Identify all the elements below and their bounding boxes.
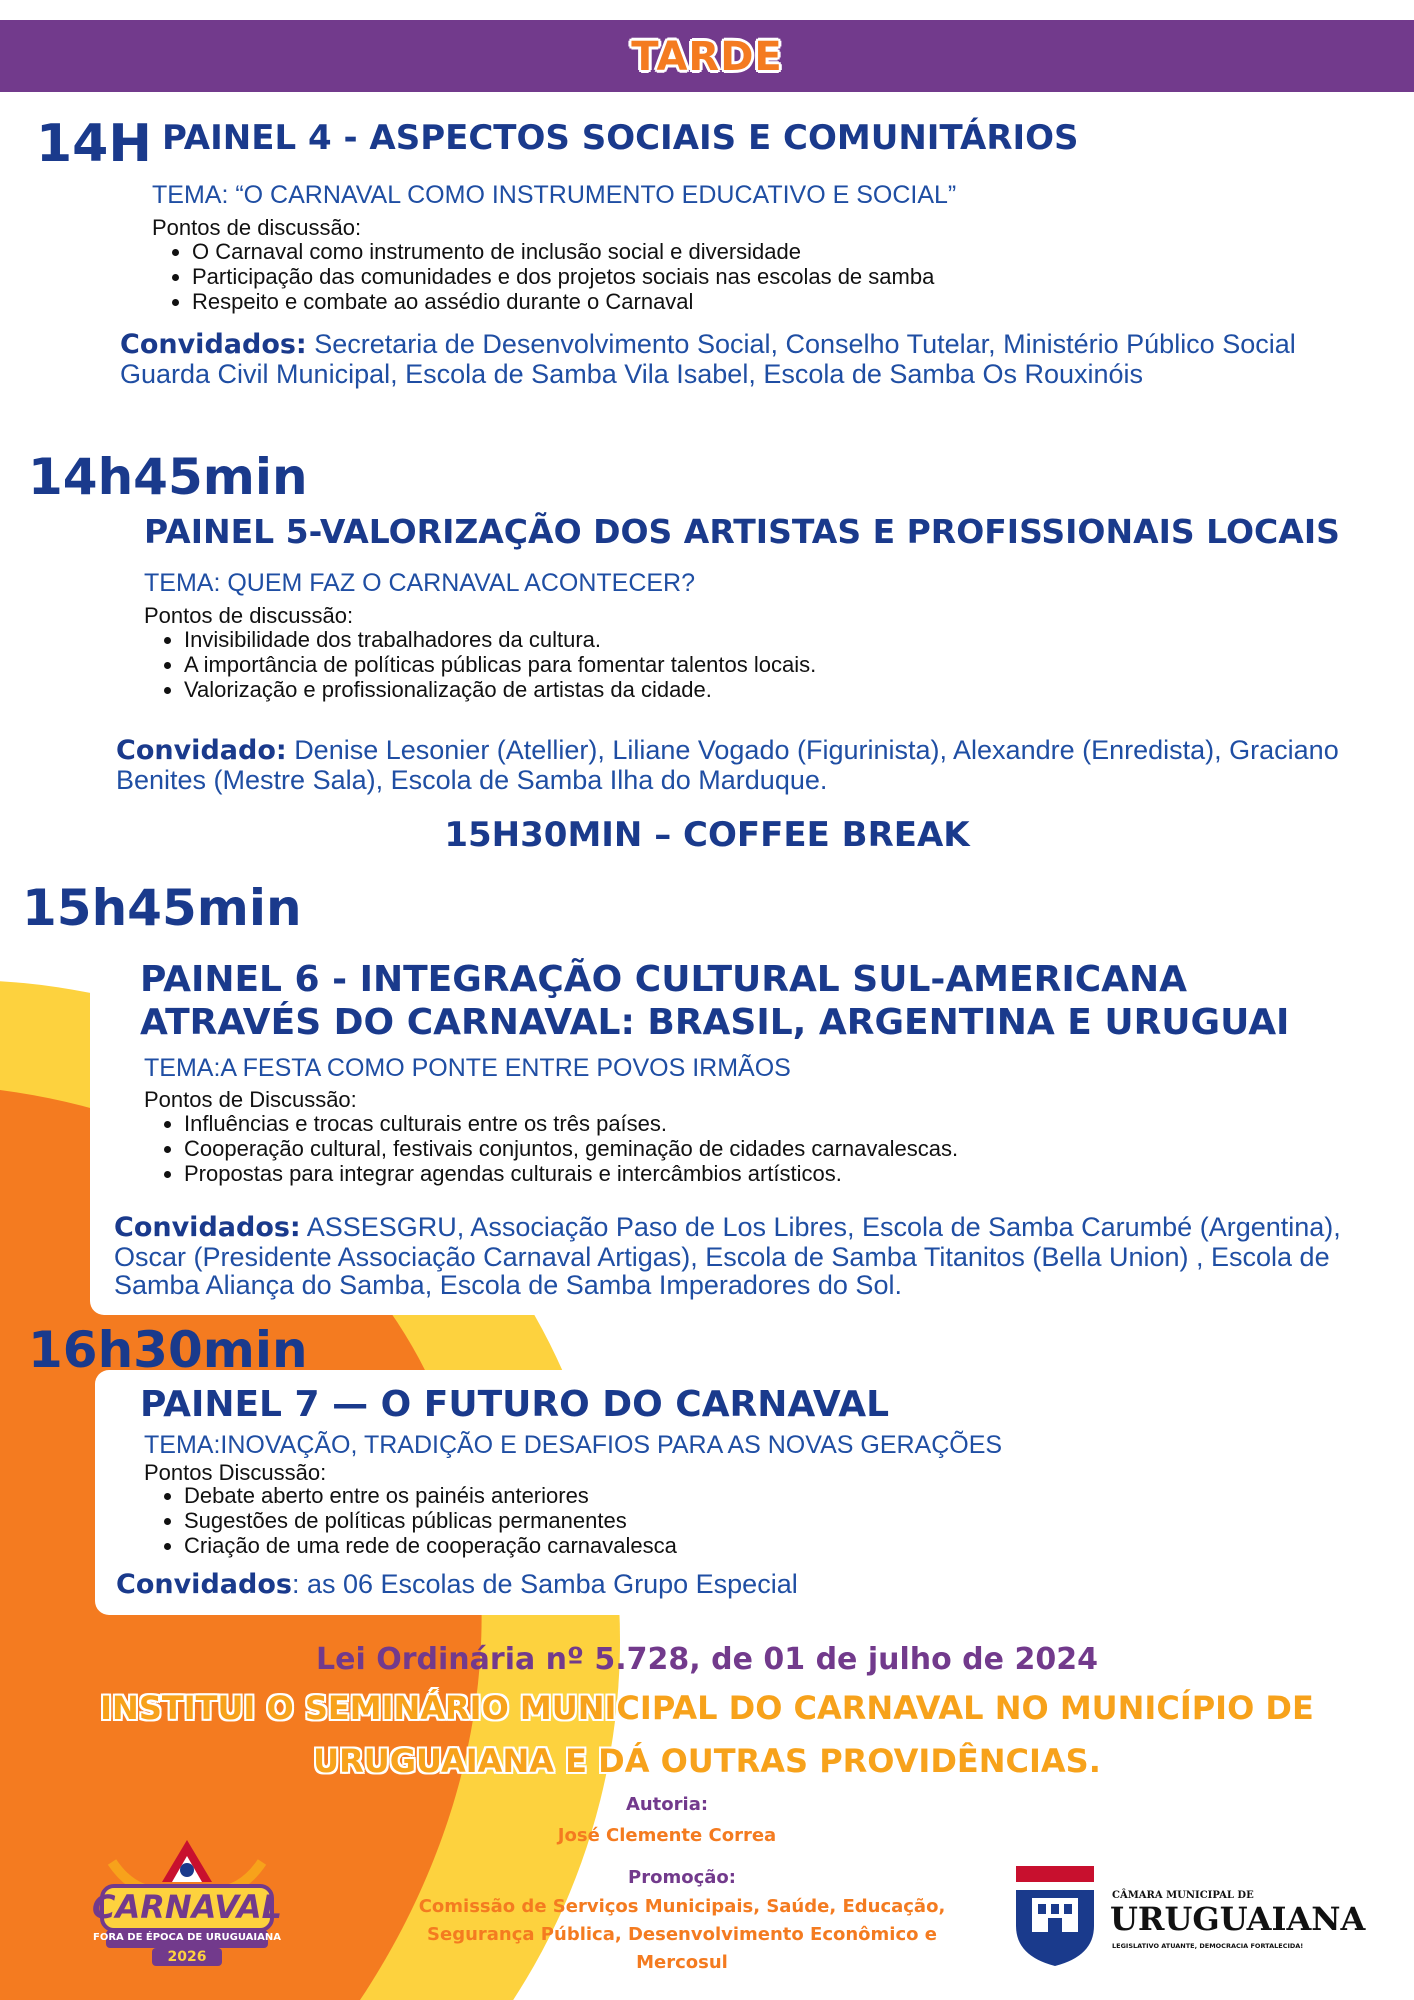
- list-item: • Sugestões de políticas públicas permanentes: [184, 1509, 677, 1534]
- carnaval-logo-word: CARNAVAL: [92, 1888, 283, 1926]
- carnaval-logo-sub: FORA DE ÉPOCA DE URUGUAIANA: [93, 1932, 281, 1943]
- guests-text: : as 06 Escolas de Samba Grupo Especial: [291, 1569, 798, 1599]
- pontos-list: [144, 1112, 958, 1187]
- panel-title: PAINEL 7 — O FUTURO DO CARNAVAL: [140, 1384, 890, 1425]
- pontos-list: [144, 1484, 677, 1559]
- pontos-label: Pontos de discussão:: [144, 603, 354, 628]
- session-time: 16h30min: [28, 1321, 308, 1379]
- header-title: TARDE: [631, 34, 783, 80]
- list-item: • Respeito e combate ao assédio durante o Carnaval: [192, 290, 934, 315]
- guests-label: Convidados: [116, 1569, 292, 1600]
- guests-block: [120, 330, 1350, 388]
- list-item: • Participação das comunidades e dos projetos sociais nas escolas de samba: [192, 265, 934, 290]
- list-item: • Propostas para integrar agendas culturais e intercâmbios artísticos.: [184, 1162, 958, 1187]
- pontos-label: Pontos de discussão:: [152, 215, 362, 240]
- pontos-label: Pontos Discussão:: [144, 1460, 327, 1485]
- panel-tema: TEMA:INOVAÇÃO, TRADIÇÃO E DESAFIOS PARA AS NOVAS GERAÇÕES: [144, 1431, 1003, 1459]
- list-item: • Valorização e profissionalização de artistas da cidade.: [184, 678, 816, 703]
- guests-label: Convidados:: [120, 329, 307, 360]
- panel-title: PAINEL 4 - ASPECTOS SOCIAIS E COMUNITÁRIOS: [162, 118, 1079, 158]
- carnaval-logo: [92, 1822, 282, 1972]
- session-time: 15h45min: [22, 879, 302, 937]
- list-item: • Criação de uma rede de cooperação carnavalesca: [184, 1534, 677, 1559]
- camara-top-text: CÂMARA MUNICIPAL DE: [1112, 1890, 1254, 1901]
- coffee-break: 15H30MIN – COFFEE BREAK: [444, 815, 970, 855]
- pontos-list: [152, 240, 934, 315]
- pontos-label: Pontos de Discussão:: [144, 1087, 357, 1112]
- guests-text: Denise Lesonier (Atellier), Liliane Vogado (Figurinista), Alexandre (Enredista), Graciano Benites (Mestre Sala), Escola de Samba Ilha do Marduque.: [116, 735, 1339, 795]
- promocao-label: Promoção:: [628, 1867, 736, 1888]
- header-bar: [0, 20, 1414, 92]
- guests-label: Convidado:: [116, 735, 287, 766]
- list-item: • Invisibilidade dos trabalhadores da cultura.: [184, 628, 816, 653]
- autoria-label: Autoria:: [625, 1794, 709, 1815]
- law-reference: Lei Ordinária nº 5.728, de 01 de julho de 2024: [316, 1642, 1098, 1677]
- panel-title: PAINEL 6 - INTEGRAÇÃO CULTURAL SUL-AMERICANA ATRAVÉS DO CARNAVAL: BRASIL, ARGENTINA E URUGUAI: [140, 959, 1290, 1044]
- panel-tema: TEMA: QUEM FAZ O CARNAVAL ACONTECER?: [144, 569, 696, 597]
- guests-label: Convidados:: [114, 1212, 301, 1243]
- guests-block: [116, 736, 1366, 794]
- list-item: • Debate aberto entre os painéis anteriores: [184, 1484, 677, 1509]
- guests-text: Secretaria de Desenvolvimento Social, Conselho Tutelar, Ministério Público Social Guarda Civil Municipal, Escola de Samba Vila Isabel, Escola de Samba Os Rouxinóis: [120, 329, 1296, 389]
- session-time: 14H: [36, 114, 152, 174]
- law-description-line2: URUGUAIANA E DÁ OUTRAS PROVIDÊNCIAS.: [313, 1742, 1101, 1780]
- guests-block: [114, 1213, 1394, 1300]
- session-time: 14h45min: [28, 448, 308, 506]
- camara-name: URUGUAIANA: [1110, 1900, 1366, 1938]
- promocao-line: Mercosul: [636, 1951, 728, 1973]
- list-item: • Cooperação cultural, festivais conjuntos, geminação de cidades carnavalescas.: [184, 1137, 958, 1162]
- law-description-line1: INSTITUI O SEMINÁRIO MUNICIPAL DO CARNAVAL NO MUNICÍPIO DE: [100, 1689, 1314, 1727]
- camara-tagline: LEGISLATIVO ATUANTE, DEMOCRACIA FORTALECIDA!: [1112, 1942, 1304, 1950]
- panel-tema: TEMA: “O CARNAVAL COMO INSTRUMENTO EDUCATIVO E SOCIAL”: [152, 181, 957, 209]
- guests-block: [116, 1570, 1366, 1600]
- list-item: • A importância de políticas públicas para fomentar talentos locais.: [184, 653, 816, 678]
- list-item: • O Carnaval como instrumento de inclusão social e diversidade: [192, 240, 934, 265]
- list-item: • Influências e trocas culturais entre os três países.: [184, 1112, 958, 1137]
- panel-tema: TEMA:A FESTA COMO PONTE ENTRE POVOS IRMÃOS: [144, 1054, 791, 1082]
- guests-text: ASSESGRU, Associação Paso de Los Libres, Escola de Samba Carumbé (Argentina), Oscar (Presidente Associação Carnaval Artigas), Escola de Samba Titanitos (Bella Union) , Escola de Samba Aliança do Samba, Escola de Samba Imperadores do Sol.: [114, 1212, 1341, 1301]
- pontos-list: [144, 628, 816, 703]
- promocao-line: Comissão de Serviços Municipais, Saúde, Educação,: [418, 1896, 946, 1917]
- camara-logo: [1012, 1862, 1392, 1972]
- camara-building-icon: [1012, 1862, 1098, 1968]
- promocao-line: Segurança Pública, Desenvolvimento Econômico e: [427, 1923, 937, 1945]
- carnaval-logo-year: 2026: [167, 1949, 207, 1965]
- autoria-name: José Clemente Correa: [557, 1825, 777, 1846]
- panel-title: PAINEL 5-VALORIZAÇÃO DOS ARTISTAS E PROFISSIONAIS LOCAIS: [144, 512, 1340, 551]
